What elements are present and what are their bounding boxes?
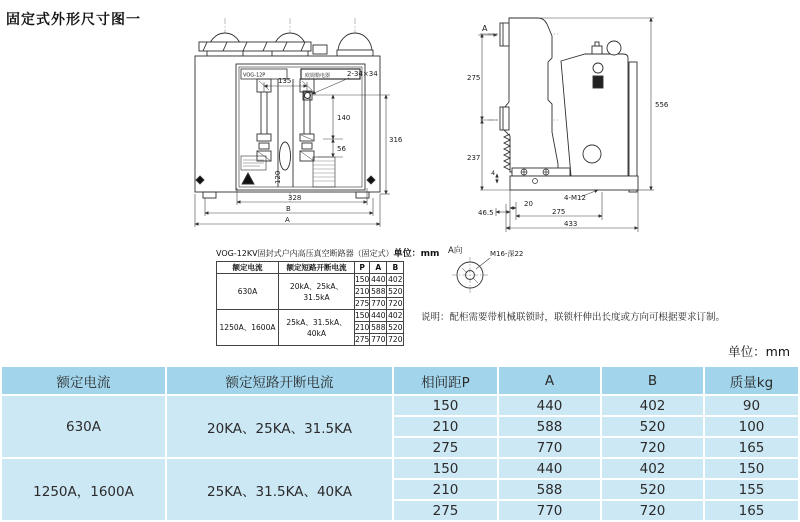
cell: 588 <box>371 287 386 296</box>
top-knob <box>607 41 621 55</box>
cell: 402 <box>388 311 403 320</box>
main-current-2: 1250A，1600A <box>2 459 165 520</box>
spec-table-title: VOG-12KV固封式户内高压真空断路器（固定式）单位：mm <box>216 249 440 259</box>
page-title: 固定式外形尺寸图一 <box>6 12 141 28</box>
dim-46-5: 46.5 <box>478 209 494 217</box>
spec-current-1: 630A <box>217 274 279 310</box>
dim-135: 135 <box>278 77 292 85</box>
cell: 440 <box>499 396 600 415</box>
cell: 275 <box>355 335 370 344</box>
cell: 588 <box>371 323 386 332</box>
cell: 150 <box>394 459 497 478</box>
cell: 520 <box>388 323 403 332</box>
spec-breaking-2: 25kA、31.5kA、40kA <box>279 310 355 346</box>
cell: 210 <box>394 417 497 436</box>
main-h-pitch: 相间距P <box>394 367 497 394</box>
cell: 770 <box>499 501 600 520</box>
dim-56: 56 <box>337 145 346 153</box>
main-table <box>0 365 800 522</box>
dim-275-bottom: 275 <box>552 208 566 216</box>
dim-20: 20 <box>524 200 533 208</box>
dim-holes: 2-34×34 <box>347 70 378 78</box>
cell: 210 <box>355 323 370 332</box>
main-header-row <box>2 367 798 394</box>
spec-h-a: A <box>370 262 387 274</box>
dim-A: A <box>285 216 290 224</box>
dim-140: 140 <box>337 114 351 122</box>
cell: 520 <box>602 417 703 436</box>
spec-h-current: 额定电流 <box>217 262 279 274</box>
main-h-b: B <box>602 367 703 394</box>
panel-model-label: VOG-12P <box>243 72 266 79</box>
main-h-a: A <box>499 367 600 394</box>
main-h-current: 额定电流 <box>2 367 165 394</box>
cell: 150 <box>705 459 798 478</box>
cell: 402 <box>388 275 403 284</box>
spec-block <box>216 246 446 346</box>
cell: 588 <box>499 417 600 436</box>
top-bolt <box>592 46 602 54</box>
dim-120: 120 <box>274 170 282 184</box>
table-row <box>2 459 798 478</box>
main-current-1: 630A <box>2 396 165 457</box>
cell: 770 <box>499 438 600 457</box>
rear-panel <box>629 62 637 192</box>
dim-316: 316 <box>389 136 403 144</box>
main-h-weight: 质量kg <box>705 367 798 394</box>
table-row <box>2 396 798 415</box>
cell: 100 <box>705 417 798 436</box>
table-row <box>217 310 404 322</box>
cell: 402 <box>602 459 703 478</box>
unit-note: 单位：mm <box>728 344 790 359</box>
dim-237: 237 <box>467 154 481 162</box>
cell: 770 <box>371 335 386 344</box>
spec-current-2: 1250A、1600A <box>217 310 279 346</box>
a-view-detail <box>440 242 570 300</box>
dim-view-a: A <box>482 24 488 33</box>
thread-label: M16-深22 <box>490 250 524 258</box>
left-foot <box>203 192 216 198</box>
panel-brand-label: 欧姆勒电器 <box>305 73 331 79</box>
table-row <box>217 274 404 286</box>
front-view-drawing <box>183 8 428 242</box>
insulator-body <box>504 18 558 172</box>
side-view-drawing <box>440 4 800 242</box>
note-text: 说明：配柜需要带机械联锁时，联锁杆伸出长度或方向可根据要求订制。 <box>421 312 726 323</box>
cell: 165 <box>705 501 798 520</box>
mechanism-box <box>561 54 628 176</box>
cell: 90 <box>705 396 798 415</box>
cell: 210 <box>394 480 497 499</box>
dim-433: 433 <box>564 220 578 228</box>
bushing-stub-top <box>500 23 509 46</box>
cell: 150 <box>355 311 370 320</box>
spec-table <box>216 261 404 346</box>
spec-h-p: P <box>355 262 370 274</box>
label-icon <box>593 76 603 88</box>
cell: 588 <box>499 480 600 499</box>
cell: 210 <box>355 287 370 296</box>
cell: 520 <box>602 480 703 499</box>
dim-B: B <box>286 205 291 213</box>
cell: 720 <box>388 335 403 344</box>
cell: 720 <box>388 299 403 308</box>
cell: 440 <box>499 459 600 478</box>
base-plate <box>510 176 638 190</box>
cell: 155 <box>705 480 798 499</box>
spec-h-breaking: 额定短路开断电流 <box>279 262 355 274</box>
bushing-stub-bottom <box>500 107 509 130</box>
cell: 440 <box>371 311 386 320</box>
cell: 770 <box>371 299 386 308</box>
cell: 165 <box>705 438 798 457</box>
cell: 275 <box>355 299 370 308</box>
cell: 150 <box>394 396 497 415</box>
dim-4-m12: 4-M12 <box>564 194 586 202</box>
center-oval-slot <box>280 142 291 170</box>
spec-h-b: B <box>387 262 404 274</box>
cell: 150 <box>355 275 370 284</box>
cell: 520 <box>388 287 403 296</box>
cell: 440 <box>371 275 386 284</box>
main-breaking-2: 25KA、31.5KA、40KA <box>167 459 392 520</box>
spec-unit: 单位：mm <box>393 249 440 259</box>
main-h-breaking: 额定短路开断电流 <box>167 367 392 394</box>
main-breaking-1: 20KA、25KA、31.5KA <box>167 396 392 457</box>
dim-275-left: 275 <box>467 74 481 82</box>
spec-header-row <box>217 262 404 274</box>
cell: 720 <box>602 438 703 457</box>
dim-4: 4 <box>491 169 496 177</box>
dim-328: 328 <box>288 194 302 202</box>
dim-556: 556 <box>655 101 669 109</box>
a-view-label: A向 <box>448 246 463 256</box>
cell: 275 <box>394 501 497 520</box>
cell: 402 <box>602 396 703 415</box>
spec-breaking-1: 20kA、25kA、31.5kA <box>279 274 355 310</box>
cell: 275 <box>394 438 497 457</box>
corrugation <box>504 134 510 170</box>
cell: 720 <box>602 501 703 520</box>
